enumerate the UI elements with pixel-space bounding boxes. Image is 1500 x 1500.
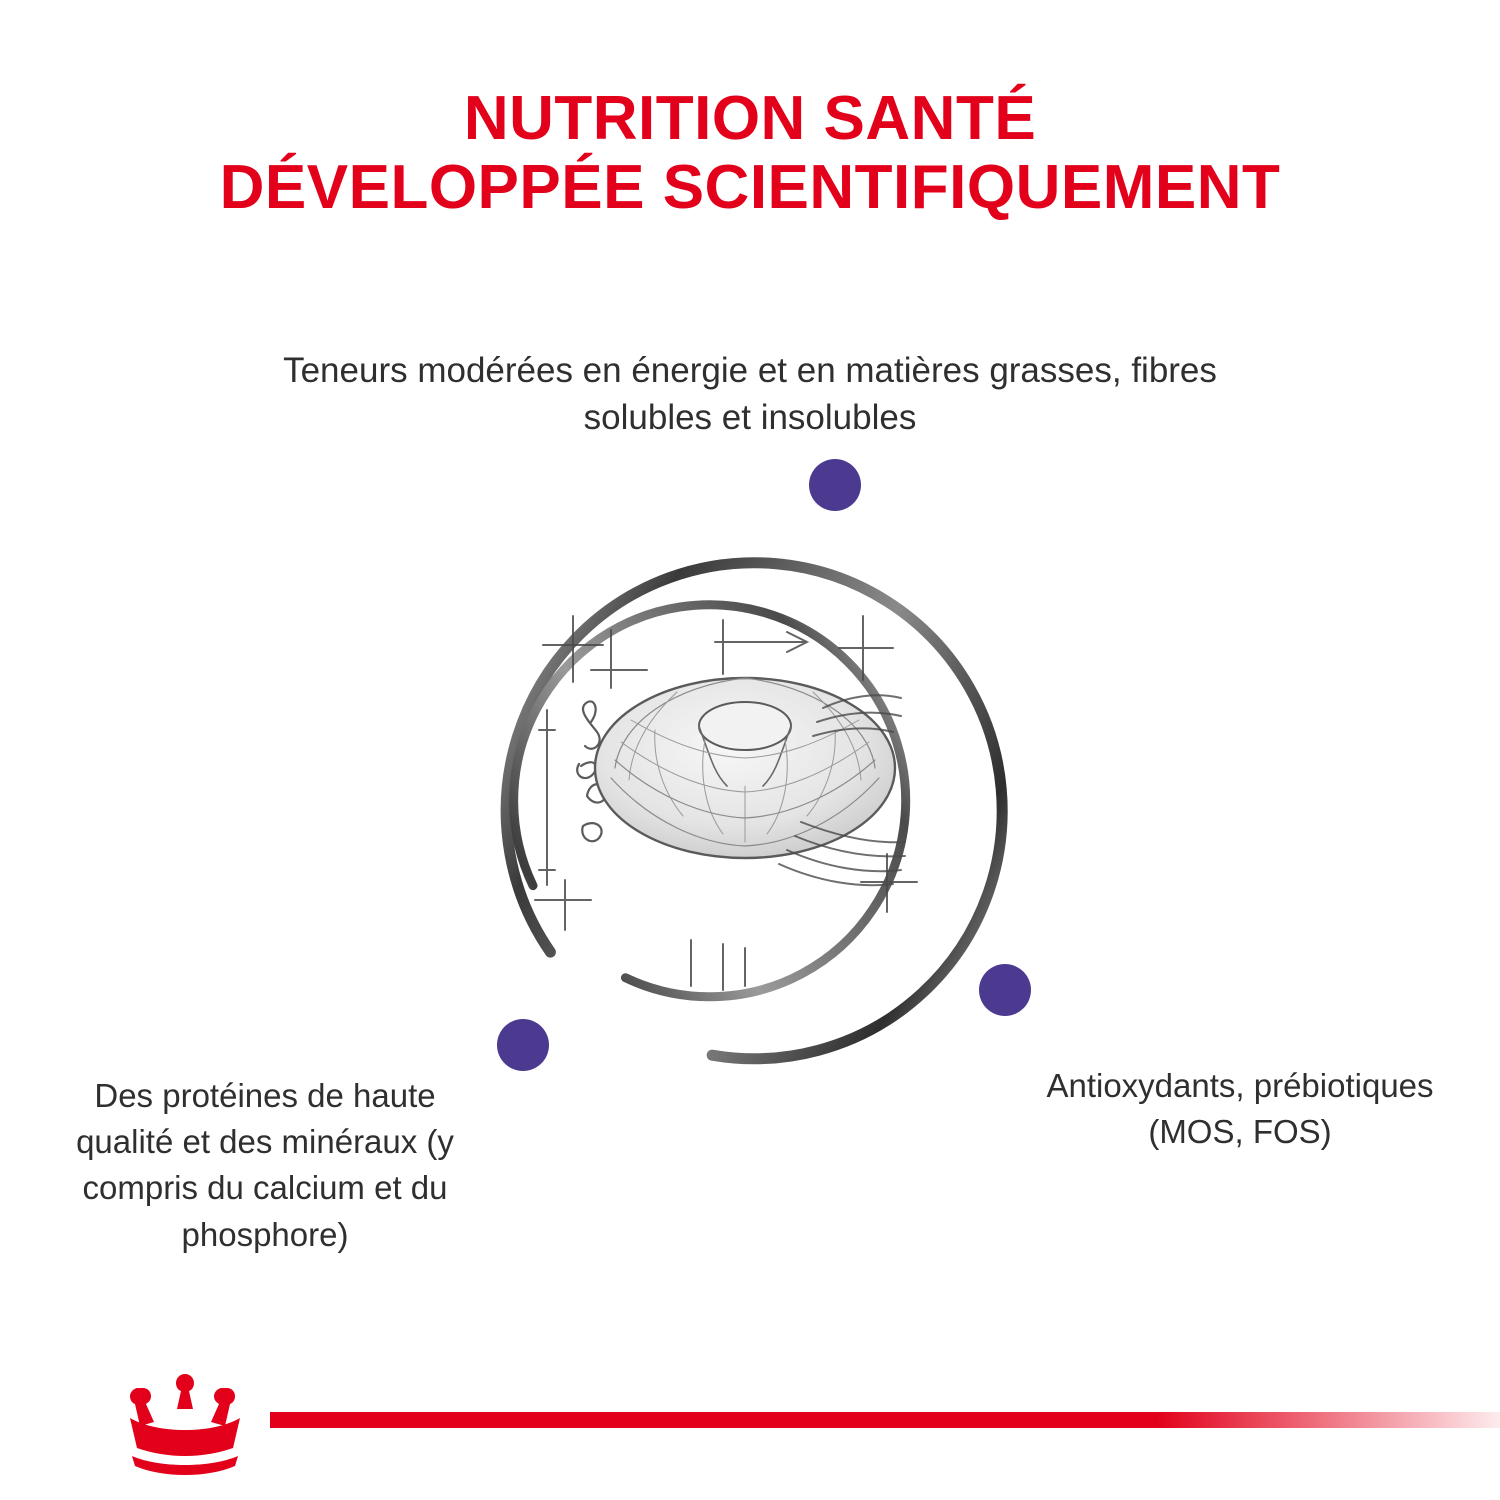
- caption-right: Antioxydants, prébiotiques (MOS, FOS): [1046, 1067, 1434, 1151]
- node-dot-left: [497, 1019, 549, 1071]
- footer-accent-bar: [270, 1412, 1500, 1428]
- footer: [0, 1350, 1500, 1500]
- caption-top: Teneurs modérées en énergie et en matières grasses, fibres solubles et insolubles: [283, 351, 1217, 438]
- page-title: [0, 84, 1500, 223]
- diagram-graphic: [415, 430, 1085, 1130]
- page-title-line-1: NUTRITION SANTÉ: [463, 83, 1037, 153]
- caption-left: Des protéines de haute qualité et des minéraux (y compris du calcium et du phosphore): [76, 1077, 454, 1253]
- royal-canin-crown-icon: [110, 1368, 260, 1478]
- node-dot-top: [809, 459, 861, 511]
- page-title-line-2: DÉVELOPPÉE SCIENTIFIQUEMENT: [219, 152, 1281, 222]
- node-dot-right: [979, 964, 1031, 1016]
